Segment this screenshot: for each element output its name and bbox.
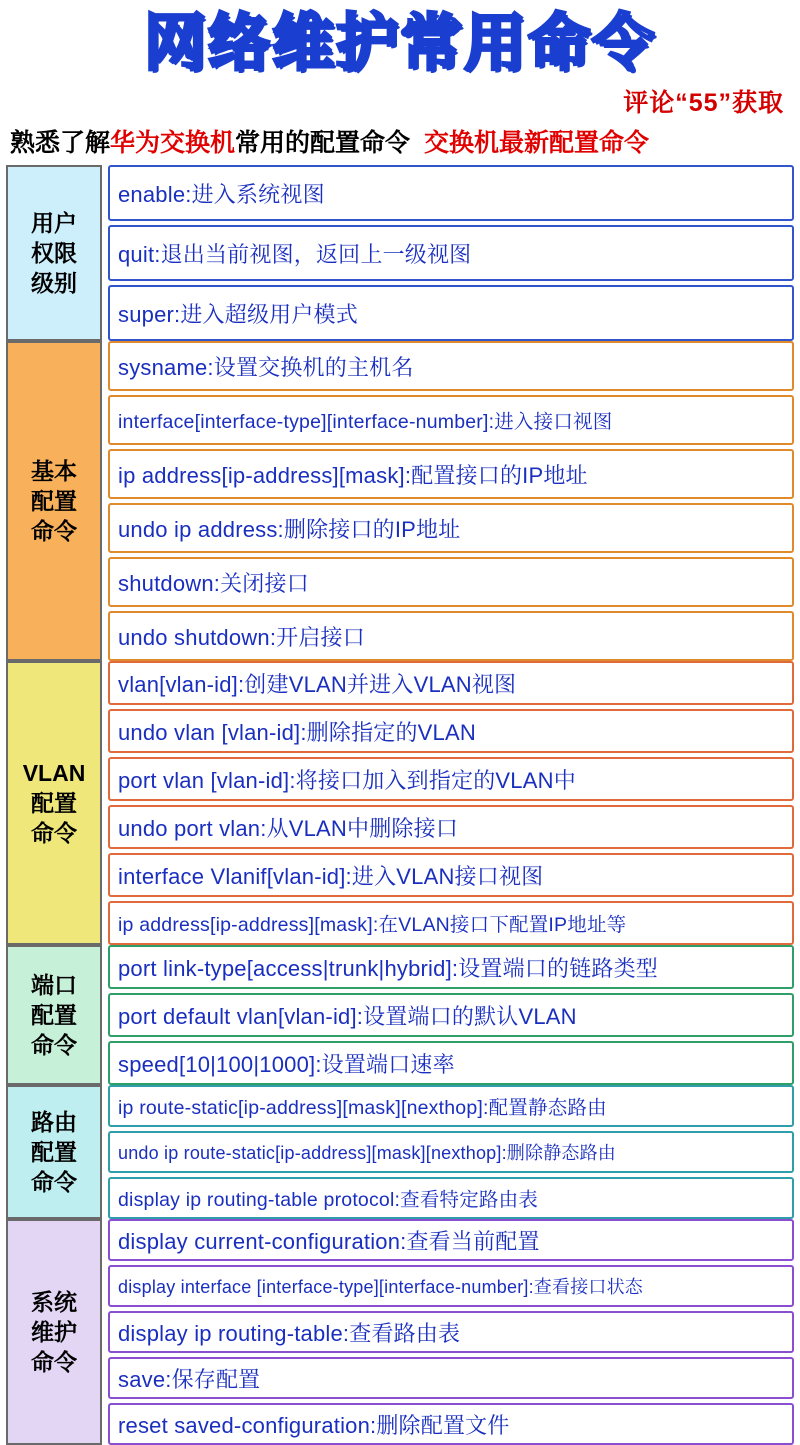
page-title: 网络维护常用命令 xyxy=(143,6,656,79)
row-group-user xyxy=(108,165,794,341)
table-row: port link-type[access|trunk|hybrid]:设置端口的链路类型 xyxy=(108,945,794,989)
section-vlan-config xyxy=(6,661,794,945)
category-line: 系统 xyxy=(31,1288,77,1315)
category-line: 命令 xyxy=(31,820,77,847)
table-row: sysname:设置交换机的主机名 xyxy=(108,341,794,391)
row-group-route xyxy=(108,1085,794,1219)
table-row: ip route-static[ip-address][mask][nexthop]:配置静态路由 xyxy=(108,1085,794,1127)
category-line: 命令 xyxy=(31,1349,77,1376)
subtitle-part-2: 华为交换机 xyxy=(110,129,236,158)
category-line: 基本 xyxy=(31,457,77,484)
table-row: reset saved-configuration:删除配置文件 xyxy=(108,1403,794,1445)
section-route-config xyxy=(6,1085,794,1219)
table-row: undo vlan [vlan-id]:删除指定的VLAN xyxy=(108,709,794,753)
table-row: shutdown:关闭接口 xyxy=(108,557,794,607)
category-line: 配置 xyxy=(31,487,77,514)
table-row: save:保存配置 xyxy=(108,1357,794,1399)
section-port-config xyxy=(6,945,794,1085)
table-row: vlan[vlan-id]:创建VLAN并进入VLAN视图 xyxy=(108,661,794,705)
category-line: 命令 xyxy=(31,518,77,545)
title-block xyxy=(6,0,794,79)
table-row: port default vlan[vlan-id]:设置端口的默认VLAN xyxy=(108,993,794,1037)
category-label-user xyxy=(6,165,102,341)
category-line: 配置 xyxy=(31,789,77,816)
table-row: ip address[ip-address][mask]:在VLAN接口下配置IP地址等 xyxy=(108,901,794,945)
table-row: interface Vlanif[vlan-id]:进入VLAN接口视图 xyxy=(108,853,794,897)
table-row: display current-configuration:查看当前配置 xyxy=(108,1219,794,1261)
category-line: 路由 xyxy=(31,1108,77,1135)
category-label-port xyxy=(6,945,102,1085)
table-row: port vlan [vlan-id]:将接口加入到指定的VLAN中 xyxy=(108,757,794,801)
table-row: undo port vlan:从VLAN中删除接口 xyxy=(108,805,794,849)
category-line: 端口 xyxy=(31,971,77,998)
category-line: 用户 xyxy=(31,209,77,236)
subtitle-line xyxy=(6,123,794,159)
subtitle-part-4: 交换机最新配置命令 xyxy=(424,129,650,158)
table-row: quit:退出当前视图，返回上一级视图 xyxy=(108,225,794,281)
table-row: super:进入超级用户模式 xyxy=(108,285,794,341)
table-row: undo ip route-static[ip-address][mask][nexthop]:删除静态路由 xyxy=(108,1131,794,1173)
promo-text: 评论“55”获取 xyxy=(623,89,784,118)
table-row: undo shutdown:开启接口 xyxy=(108,611,794,661)
category-label-basic xyxy=(6,341,102,661)
table-row: display interface [interface-type][interface-number]:查看接口状态 xyxy=(108,1265,794,1307)
category-label-vlan xyxy=(6,661,102,945)
category-line: 配置 xyxy=(31,1001,77,1028)
category-line: 维护 xyxy=(31,1318,77,1345)
table-row: enable:进入系统视图 xyxy=(108,165,794,221)
row-group-vlan xyxy=(108,661,794,945)
category-line: 级别 xyxy=(31,270,77,297)
row-group-system xyxy=(108,1219,794,1445)
section-basic-config xyxy=(6,341,794,661)
table-row: display ip routing-table:查看路由表 xyxy=(108,1311,794,1353)
row-group-basic xyxy=(108,341,794,661)
category-line: 配置 xyxy=(31,1138,77,1165)
category-line: VLAN xyxy=(22,759,86,786)
section-user-privilege xyxy=(6,165,794,341)
category-label-route xyxy=(6,1085,102,1219)
table-row: interface[interface-type][interface-number]:进入接口视图 xyxy=(108,395,794,445)
table-row: speed[10|100|1000]:设置端口速率 xyxy=(108,1041,794,1085)
section-system-maintenance xyxy=(6,1219,794,1445)
table-row: display ip routing-table protocol:查看特定路由表 xyxy=(108,1177,794,1219)
row-group-port xyxy=(108,945,794,1085)
table-row: ip address[ip-address][mask]:配置接口的IP地址 xyxy=(108,449,794,499)
subtitle-part-1: 熟悉了解 xyxy=(10,129,111,158)
command-table xyxy=(6,165,794,1445)
category-line: 命令 xyxy=(31,1032,77,1059)
category-line: 命令 xyxy=(31,1169,77,1196)
category-line: 权限 xyxy=(31,239,77,266)
subtitle-part-3: 常用的配置命令 xyxy=(235,129,411,158)
category-label-system xyxy=(6,1219,102,1445)
table-row: undo ip address:删除接口的IP地址 xyxy=(108,503,794,553)
